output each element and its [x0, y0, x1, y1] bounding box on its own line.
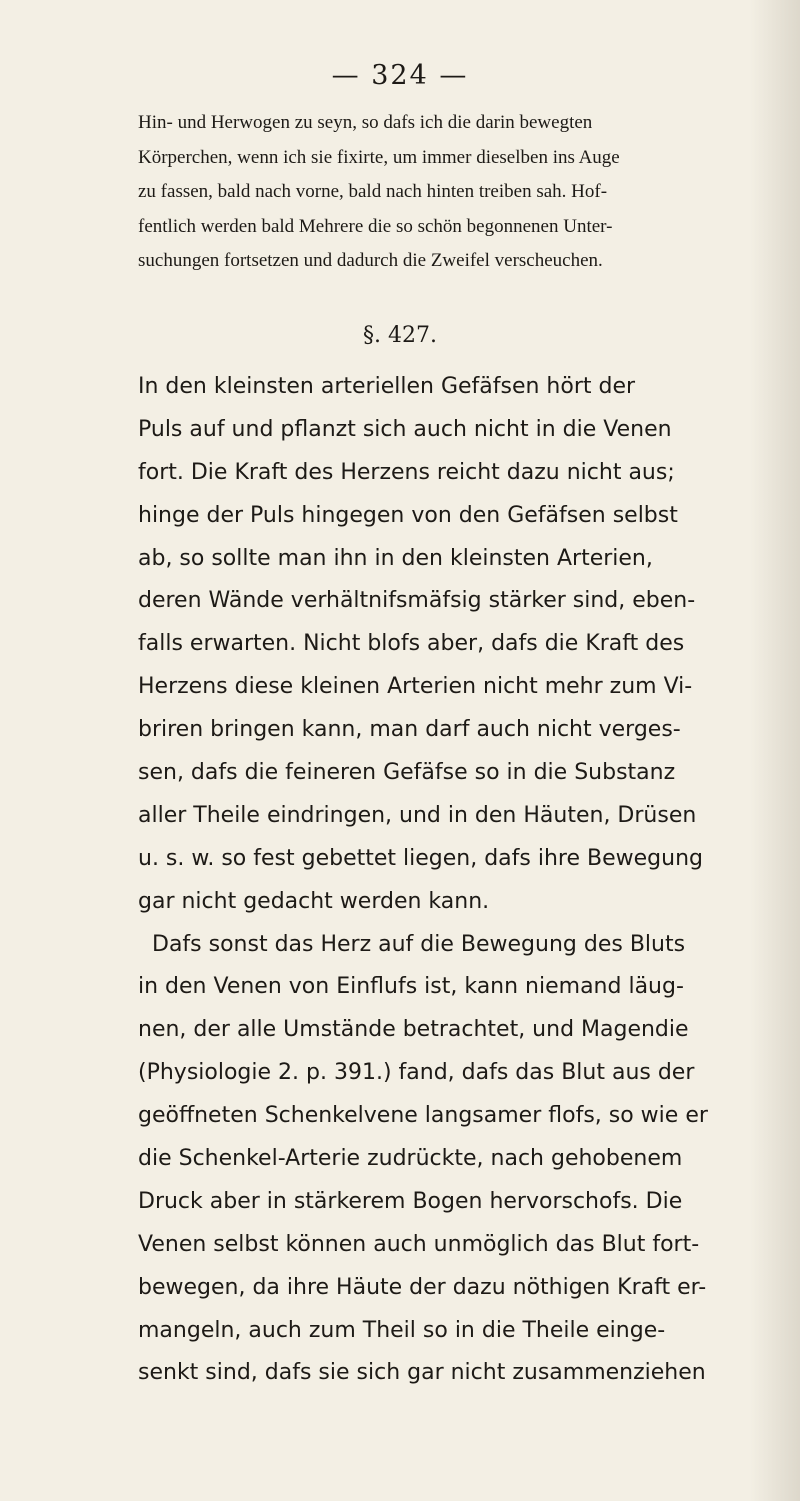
text-line: In den kleinsten arteriellen Gefäfsen hört der: [138, 374, 636, 399]
text-line: hinge der Puls hingegen von den Gefäfsen selbst: [138, 502, 678, 528]
text-line: gar nicht gedacht werden kann.: [138, 888, 490, 914]
intro-paragraph: [138, 106, 768, 279]
text-line: Hin- und Herwogen zu seyn, so dafs ich die darin bewegten: [138, 112, 593, 133]
text-line: u. s. w. so fest gebettet liegen, dafs ihre Bewegung: [138, 845, 703, 871]
body-paragraphs: [138, 366, 768, 1395]
text-line: Druck aber in stärkerem Bogen hervorschofs. Die: [138, 1188, 683, 1214]
text-line: sen, dafs die feineren Gefäfse so in die Substanz: [138, 760, 676, 786]
text-line: falls erwarten. Nicht blofs aber, dafs die Kraft des: [138, 631, 685, 657]
text-line: (Physiologie 2. p. 391.) fand, dafs das Blut aus der: [138, 1060, 695, 1086]
text-line: geöffneten Schenkelvene langsamer flofs, so wie er: [138, 1103, 708, 1129]
text-line: in den Venen von Einflufs ist, kann niemand läug-: [138, 974, 684, 1000]
text-line: briren bringen kann, man darf auch nicht verges-: [138, 717, 681, 743]
text-line: Herzens diese kleinen Arterien nicht mehr zum Vi-: [138, 674, 693, 700]
text-line: suchungen fortsetzen und dadurch die Zweifel verscheuchen.: [138, 250, 603, 271]
text-line: bewegen, da ihre Häute der dazu nöthigen Kraft er-: [138, 1274, 707, 1300]
text-line: zu fassen, bald nach vorne, bald nach hinten treiben sah. Hof-: [138, 181, 608, 202]
text-line: deren Wände verhältnifsmäfsig stärker sind, eben-: [138, 588, 696, 614]
text-line: fentlich werden bald Mehrere die so schön begonnenen Unter-: [138, 215, 613, 237]
text-line: aller Theile eindringen, und in den Häuten, Drüsen: [138, 802, 697, 828]
section-heading: §. 427.: [363, 323, 437, 348]
text-line: senkt sind, dafs sie sich gar nicht zusammenziehen: [138, 1360, 706, 1386]
text-line: nen, der alle Umstände betrachtet, und Magendie: [138, 1017, 689, 1043]
text-line: mangeln, auch zum Theil so in die Theile einge-: [138, 1317, 666, 1343]
text-line: ab, so sollte man ihn in den kleinsten Arterien,: [138, 545, 653, 571]
text-line: Venen selbst können auch unmöglich das Blut fort-: [138, 1231, 700, 1257]
text-line: Dafs sonst das Herz auf die Bewegung des Bluts: [152, 931, 686, 957]
text-line: die Schenkel-Arterie zudrückte, nach gehobenem: [138, 1146, 683, 1172]
text-line: Puls auf und pflanzt sich auch nicht in die Venen: [138, 416, 672, 442]
text-line: fort. Die Kraft des Herzens reicht dazu nicht aus;: [138, 459, 675, 485]
text-line: Körperchen, wenn ich sie fixirte, um immer dieselben ins Auge: [138, 146, 620, 168]
page-number: — 324 —: [331, 60, 469, 91]
